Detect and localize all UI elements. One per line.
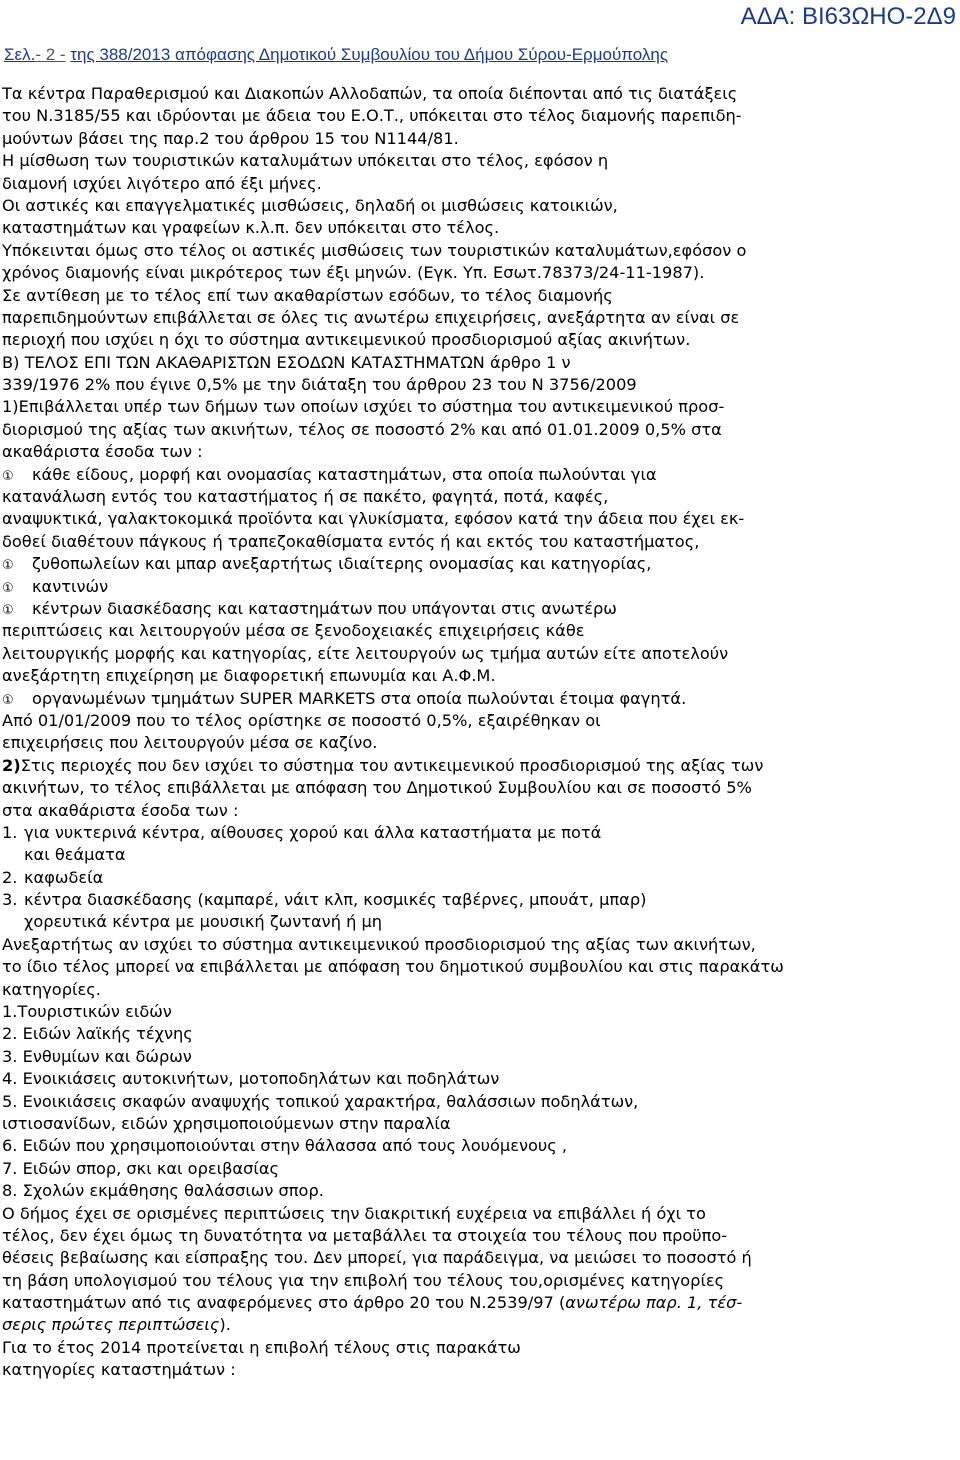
text-line: μούντων βάσει της παρ.2 του άρθρου 15 του Ν1144/81. [2, 128, 459, 148]
text-line: του Ν.3185/55 και ιδρύονται με άδεια του Ε.Ο.Τ., υπόκειται στο τέλος διαμονής παρεπιδη- [2, 106, 742, 126]
text-line: Οι αστικές και επαγγελματικές μισθώσεις, δηλαδή οι μισθώσεις κατοικιών, [2, 195, 618, 215]
text-line: περιπτώσεις και λειτουργούν μέσα σε ξενοδοχειακές επιχειρήσεις κάθε [2, 621, 585, 641]
bullet-item [2, 553, 952, 575]
text-line: κατηγορίες. [2, 979, 101, 999]
text-line: 8. Σχολών εκμάθησης θαλάσσιων σπορ. [2, 1181, 324, 1201]
paragraph-number: 2) [2, 755, 21, 775]
numbered-list-item [2, 822, 952, 844]
text-line: αναψυκτικά, γαλακτοκομικά προϊόντα και γλυκίσματα, εφόσον κατά την άδεια που έχει εκ- [2, 509, 745, 529]
text-line: περιοχή που ισχύει η όχι το σύστημα αντικειμενικού προσδιορισμού αξίας ακινήτων. [2, 330, 691, 350]
text-line: διορισμού της αξίας των ακινήτων, τέλος σε ποσοστό 2% και από 01.01.2009 0,5% στα [2, 419, 722, 439]
intro-paragraphs [2, 83, 952, 464]
text-line: παρεπιδημούντων επιβάλλεται σε όλες τις ανωτέρω επιχειρήσεις, ανεξάρτητα αν είναι σε [2, 307, 740, 327]
document-body [2, 83, 952, 1382]
bullet-text: ζυθοπωλείων και μπαρ ανεξαρτήτως ιδιαίτερης ονομασίας και κατηγορίας, [32, 554, 652, 574]
text-line: διαμονή ισχύει λιγότερο από έξι μήνες. [2, 173, 322, 193]
list-text: για νυκτερινά κέντρα, αίθουσες χορού και άλλα καταστήματα με ποτά [24, 822, 602, 842]
text-line: Τα κέντρα Παραθερισμού και Διακοπών Αλλοδαπών, τα οποία διέπονται από τις διατάξεις [2, 84, 738, 103]
paragraph-2 [2, 777, 952, 822]
reference-text: καταστημάτων από τις αναφερόμενες στο άρθρο 20 του Ν.2539/97 ( [2, 1293, 566, 1313]
text-line: επιχειρήσεις που λειτουργούν μέσα σε καζίνο. [2, 733, 378, 753]
text-line: 2. Ειδών λαϊκής τέχνης [2, 1024, 193, 1044]
list-text: καφωδεία [24, 867, 104, 887]
bullet-text: κάθε είδους, μορφή και ονομασίας καταστημάτων, στα οποία πωλούνται για [32, 464, 657, 484]
text-line: 3. Ενθυμίων και δώρων [2, 1046, 192, 1066]
text-line: ιστιοσανίδων, ειδών χρησιμοποιούμενων στην παραλία [2, 1113, 451, 1133]
text-line: Για το έτος 2014 προτείνεται η επιβολή τέλους στις παρακάτω [2, 1337, 521, 1357]
text-line: Β) ΤΕΛΟΣ ΕΠΙ ΤΩΝ ΑΚΑΘΑΡΙΣΤΩΝ ΕΣΟΔΩΝ ΚΑΤΑΣΤΗΜΑΤΩΝ άρθρο 1 ν [2, 352, 571, 372]
casino-paragraph [2, 710, 952, 755]
page-header [4, 42, 668, 68]
closing-paragraph [2, 1337, 952, 1382]
categories-paragraph [2, 934, 952, 1292]
text-line: 6. Ειδών που χρησιμοποιούνται στην θάλασσα από τους λουόμενους , [2, 1136, 568, 1156]
reference-italic: ανωτέρω παρ. 1, τέσ- [565, 1293, 743, 1313]
bullet-item [2, 598, 952, 620]
bullet-item [2, 576, 952, 598]
reference-line [2, 1314, 952, 1336]
text-line: 339/1976 2% που έγινε 0,5% με την διάταξη του άρθρου 23 του Ν 3756/2009 [2, 375, 637, 395]
text-line: λειτουργικής μορφής και κατηγορίας, είτε λειτουργούν ως τμήμα αυτών είτε αποτελούν [2, 643, 729, 663]
text-line: Η μίσθωση των τουριστικών καταλυμάτων υπόκειται στο τέλος, εφόσον η [2, 151, 609, 171]
reference-italic: σερις πρώτες περιπτώσεις [2, 1315, 220, 1335]
bullet-text: οργανωμένων τμημάτων SUPER MARKETS στα οποία πωλούνται έτοιμα φαγητά. [32, 688, 687, 708]
text-line: Ο δήμος έχει σε ορισμένες περιπτώσεις την διακριτική ευχέρεια να επιβάλλει ή όχι το [2, 1203, 706, 1223]
text-line: 7. Ειδών σπορ, σκι και ορειβασίας [2, 1158, 279, 1178]
bullet-text: καντινών [32, 576, 109, 596]
header-prefix: Σελ. [4, 45, 36, 64]
text-line: τη βάση υπολογισμού του τέλους για την επιβολή του τέλους του,ορισμένες κατηγορίες [2, 1270, 725, 1290]
bullet-item [2, 464, 952, 486]
numbered-list-item [2, 889, 952, 911]
text-line: το ίδιο τέλος μπορεί να επιβάλλεται με απόφαση του δημοτικού συμβουλίου και στις παρακάτω [2, 957, 784, 977]
list-text: χορευτικά κέντρα με μουσική ζωντανή ή μη [24, 912, 383, 932]
reference-line [2, 1292, 952, 1314]
text-line: 4. Ενοικιάσεις αυτοκινήτων, μοτοποδηλάτων και ποδηλάτων [2, 1069, 500, 1089]
text-line: ανεξάρτητη επιχείρηση με διαφορετική επωνυμία και Α.Φ.Μ. [2, 666, 496, 686]
numbered-list [2, 822, 952, 934]
paragraph-text: Στις περιοχές που δεν ισχύει το σύστημα του αντικειμενικού προσδιορισμού της αξίας των [20, 755, 764, 775]
numbered-list-item [2, 911, 952, 933]
text-line: κατανάλωση εντός του καταστήματος ή σε πακέτο, φαγητά, ποτά, καφές, [2, 487, 609, 507]
header-page-number: - 2 - [35, 45, 66, 64]
numbered-list-item [2, 844, 952, 866]
list-text: κέντρα διασκέδασης (καμπαρέ, νάιτ κλπ, κοσμικές ταβέρνες, μπουάτ, μπαρ) [24, 890, 647, 910]
list-number: 1. [2, 822, 18, 842]
bullet-continuation [2, 620, 952, 687]
text-line: 1)Επιβάλλεται υπέρ των δήμων των οποίων ισχύει το σύστημα του αντικειμενικού προσ- [2, 397, 725, 417]
text-line: καταστημάτων και γραφείων κ.λ.π. δεν υπόκειται στο τέλος. [2, 218, 500, 238]
text-line: χρόνος διαμονής είναι μικρότερος των έξι μηνών. (Εγκ. Υπ. Εσωτ.78373/24-11-1987). [2, 263, 705, 283]
text-line: στα ακαθάριστα έσοδα των : [2, 800, 239, 820]
list-number: 3. [2, 890, 18, 910]
bullet-text: κέντρων διασκέδασης και καταστημάτων που υπάγονται στις ανωτέρω [32, 598, 617, 618]
list-text: και θεάματα [24, 845, 126, 865]
paragraph-2-first-line [2, 755, 952, 777]
text-line: δοθεί διαθέτουν πάγκους ή τραπεζοκαθίσματα εντός ή και εκτός του καταστήματος, [2, 531, 700, 551]
text-line: ακινήτων, το τέλος επιβάλλεται με απόφαση του Δημοτικού Συμβουλίου και σε ποσοστό 5% [2, 778, 752, 798]
text-line: Ανεξαρτήτως αν ισχύει το σύστημα αντικειμενικού προσδιορισμού της αξίας των ακινήτων, [2, 934, 756, 954]
text-line: ακαθάριστα έσοδα των : [2, 442, 203, 462]
bullet-continuation [2, 486, 952, 553]
text-line: Υπόκεινται όμως στο τέλος οι αστικές μισθώσεις των τουριστικών καταλυμάτων,εφόσον ο [2, 240, 747, 260]
reference-text: ). [219, 1315, 231, 1335]
numbered-list-item [2, 867, 952, 889]
text-line: 1.Τουριστικών ειδών [2, 1002, 172, 1022]
text-line: κατηγορίες καταστημάτων : [2, 1360, 236, 1380]
list-number: 2. [2, 867, 18, 887]
text-line: Από 01/01/2009 που το τέλος ορίστηκε σε ποσοστό 0,5%, εξαιρέθηκαν οι [2, 710, 601, 730]
header-decision-title: της 388/2013 απόφασης Δημοτικού Συμβουλίου του Δήμου Σύρου-Ερμούπολης [70, 45, 669, 64]
text-line: Σε αντίθεση με το τέλος επί των ακαθαρίστων εσόδων, το τέλος διαμονής [2, 285, 613, 305]
text-line: 5. Ενοικιάσεις σκαφών αναψυχής τοπικού χαρακτήρα, θαλάσσιων ποδηλάτων, [2, 1091, 639, 1111]
text-line: τέλος, δεν έχει όμως τη δυνατότητα να μεταβάλλει τα στοιχεία του τέλους που προϋπο- [2, 1225, 728, 1245]
ada-code: ΑΔΑ: ΒΙ63ΩΗΟ-2Δ9 [740, 3, 956, 30]
bullet-item [2, 688, 952, 710]
text-line: θέσεις βεβαίωσης και είσπραξης του. Δεν μπορεί, για παράδειγμα, να μειώσει το ποσοστό ή [2, 1248, 752, 1268]
